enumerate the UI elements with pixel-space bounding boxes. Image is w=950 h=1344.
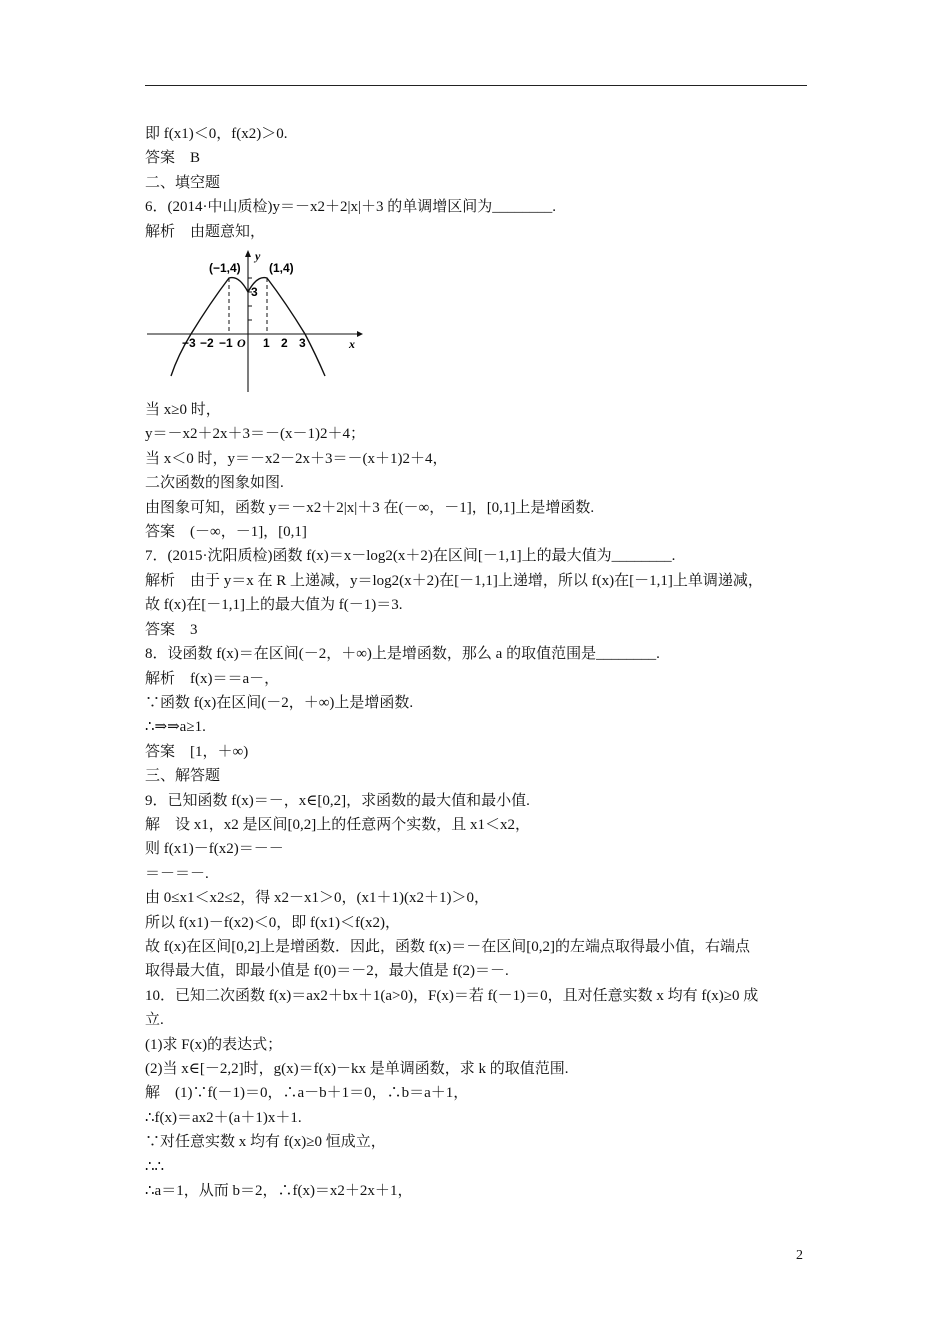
text-line: 二、填空题 xyxy=(145,174,221,191)
text-line: 所以 f(x1)－f(x2)＜0，即 f(x1)＜f(x2)， xyxy=(145,914,400,931)
function-graph-figure xyxy=(145,246,365,394)
function-graph xyxy=(145,246,365,394)
text-line: 解析 由于 y＝x 在 R 上递减，y＝log2(x＋2)在[－1,1]上递增，所以 f(x)在[－1,1]上单调递减， xyxy=(145,572,763,589)
text-line: ∴∴ xyxy=(145,1158,165,1175)
text-line: 解析 由题意知， xyxy=(145,223,266,240)
text-line: 解 设 x1，x2 是区间[0,2]上的任意两个实数，且 x1＜x2， xyxy=(145,816,530,833)
text-line: 7．(2015·沈阳质检)函数 f(x)＝x－log2(x＋2)在区间[－1,1]上的最大值为________. xyxy=(145,548,676,565)
page-content xyxy=(145,122,815,1203)
text-line: 故 f(x)在[－1,1]上的最大值为 f(－1)＝3. xyxy=(145,597,403,614)
tick-label: 2 xyxy=(281,336,288,351)
text-line: 答案 3 xyxy=(145,621,198,638)
text-line: 当 x≥0 时， xyxy=(145,402,221,419)
text-line: (1)求 F(x)的表达式； xyxy=(145,1036,283,1053)
text-line: 答案 (－∞，－1]，[0,1] xyxy=(145,524,307,541)
x-axis-label: x xyxy=(349,337,355,352)
tick-label: 3 xyxy=(299,336,306,351)
text-line: 解析 f(x)＝＝a－， xyxy=(145,670,280,687)
text-line: (2)当 x∈[－2,2]时，g(x)＝f(x)－kx 是单调函数，求 k 的取值范围. xyxy=(145,1061,569,1077)
tick-label: −1 xyxy=(219,336,233,351)
text-line: ＝－＝－. xyxy=(145,865,209,882)
text-line: 解 (1)∵f(－1)＝0，∴a－b＋1＝0，∴b＝a＋1， xyxy=(145,1085,469,1102)
text-line: 二次函数的图象如图. xyxy=(145,475,284,492)
text-line: 三、解答题 xyxy=(145,768,221,785)
x-axis-arrow xyxy=(357,331,363,337)
text-block-before-figure xyxy=(145,122,815,244)
text-line: 答案 [1，＋∞) xyxy=(145,743,249,760)
text-line: ∵函数 f(x)在区间(－2，＋∞)上是增函数. xyxy=(145,694,414,711)
text-line: ∴⇒⇒a≥1. xyxy=(145,719,206,736)
origin-label: O xyxy=(237,336,246,351)
text-line: 即 f(x1)＜0，f(x2)＞0. xyxy=(145,126,288,142)
point-label-left: (−1,4) xyxy=(209,261,241,276)
y-axis-label: y xyxy=(255,249,261,264)
text-line: 则 f(x1)－f(x2)＝－－ xyxy=(145,841,284,858)
text-line: ∵对任意实数 x 均有 f(x)≥0 恒成立， xyxy=(145,1134,386,1151)
text-line: 立. xyxy=(145,1012,164,1029)
tick-label: −2 xyxy=(200,336,214,351)
y-axis-arrow xyxy=(245,250,251,257)
text-line: 10．已知二次函数 f(x)＝ax2＋bx＋1(a>0)，F(x)＝若 f(－1)＝0，且对任意实数 x 均有 f(x)≥0 成 xyxy=(145,987,759,1004)
text-line: 由 0≤x1＜x2≤2，得 x2－x1＞0，(x1＋1)(x2＋1)＞0， xyxy=(145,890,489,907)
y-intercept-label: 3 xyxy=(251,285,258,300)
text-line: 取得最大值，即最小值是 f(0)＝－2，最大值是 f(2)＝－. xyxy=(145,963,509,980)
text-line: y＝－x2＋2x＋3＝－(x－1)2＋4； xyxy=(145,426,365,443)
text-line: 当 x＜0 时，y＝－x2－2x＋3＝－(x＋1)2＋4， xyxy=(145,450,448,467)
text-line: 故 f(x)在区间[0,2]上是增函数．因此，函数 f(x)＝－在区间[0,2]的左端点取得最小值，右端点 xyxy=(145,938,750,955)
tick-label: −3 xyxy=(182,336,196,351)
text-line: 由图象可知，函数 y＝－x2＋2|x|＋3 在(－∞，－1]，[0,1]上是增函数. xyxy=(145,499,595,516)
text-line: 9．已知函数 f(x)＝－，x∈[0,2]，求函数的最大值和最小值. xyxy=(145,792,530,809)
text-line: 6．(2014·中山质检)y＝－x2＋2|x|＋3 的单调增区间为________. xyxy=(145,199,556,216)
header-rule xyxy=(145,85,807,86)
point-label-right: (1,4) xyxy=(269,261,294,276)
text-line: 答案 B xyxy=(145,150,201,167)
tick-label: 1 xyxy=(263,336,270,351)
text-line: 8．设函数 f(x)＝在区间(－2，＋∞)上是增函数，那么 a 的取值范围是________. xyxy=(145,646,660,663)
text-line: ∴f(x)＝ax2＋(a＋1)x＋1. xyxy=(145,1109,302,1126)
page-number: 2 xyxy=(796,1248,803,1263)
text-line: ∴a＝1，从而 b＝2，∴f(x)＝x2＋2x＋1， xyxy=(145,1183,413,1200)
text-block-after-figure xyxy=(145,398,815,1203)
